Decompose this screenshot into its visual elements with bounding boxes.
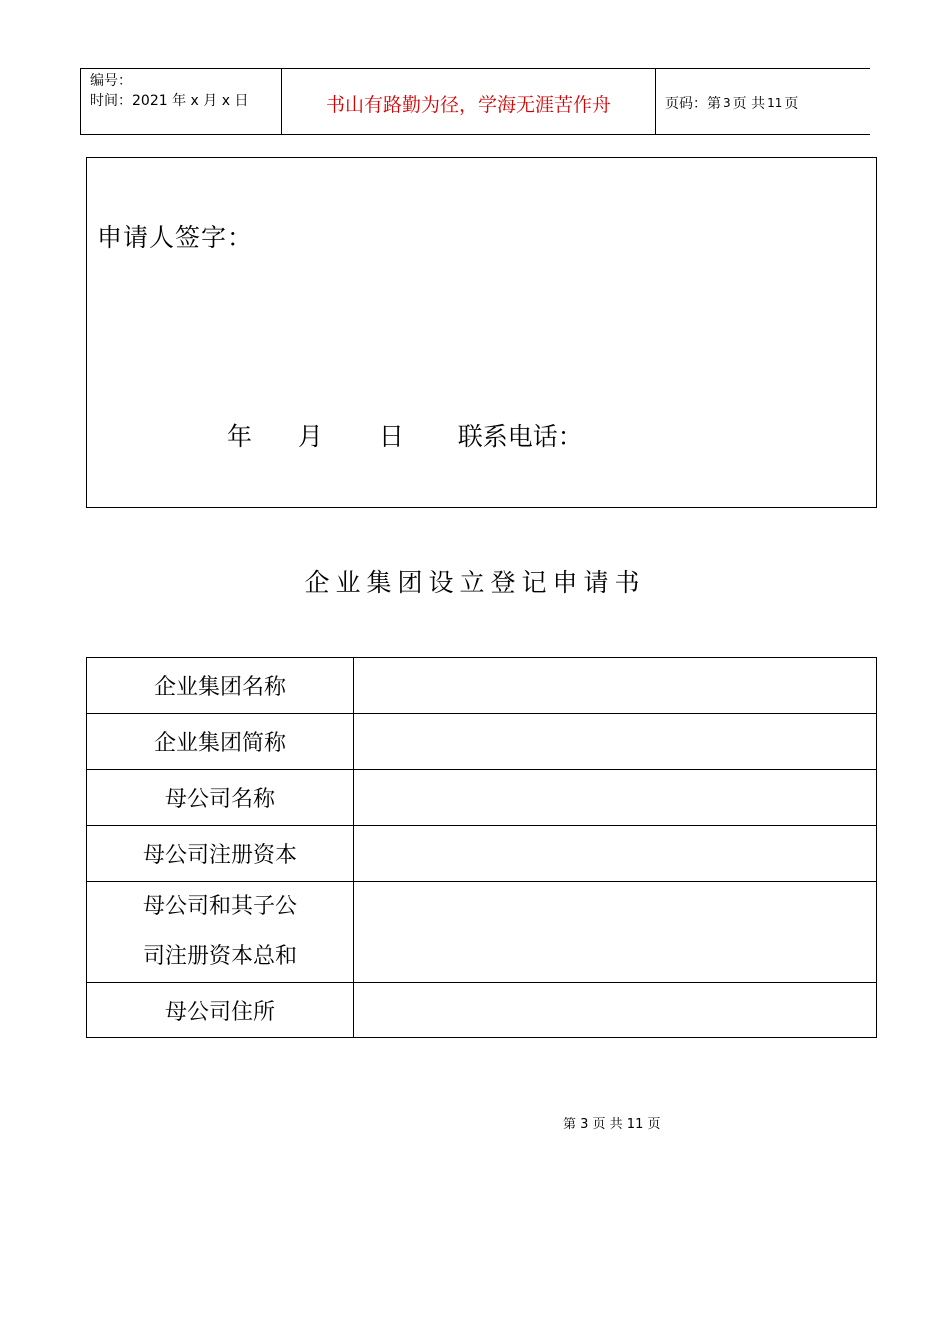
page-current: 3 <box>723 95 731 110</box>
header-page-cell <box>656 69 870 134</box>
table-row <box>87 714 877 770</box>
row-label-total-capital <box>87 882 354 983</box>
registration-form-table <box>86 657 877 1038</box>
header-motto-cell <box>282 69 656 134</box>
row-value-parent-address[interactable] <box>354 983 877 1038</box>
signature-box <box>86 157 877 508</box>
month-label: 月 <box>297 422 323 451</box>
table-row <box>87 826 877 882</box>
document-number-label: 编号： <box>90 73 132 89</box>
row-label-parent-capital: 母公司注册资本 <box>87 826 354 882</box>
document-header <box>80 68 870 135</box>
table-row <box>87 983 877 1038</box>
row-value-group-short-name[interactable] <box>354 714 877 770</box>
row-label-group-name: 企业集团名称 <box>87 658 354 714</box>
footer-page-number: 第 3 页 共 11 页 <box>563 1117 661 1132</box>
row-label-parent-name: 母公司名称 <box>87 770 354 826</box>
row-label-total-capital-line2: 司注册资本总和 <box>142 944 297 969</box>
document-title: 企业集团设立登记申请书 <box>304 568 646 597</box>
page-label-suffix: 页 <box>784 95 799 112</box>
row-label-parent-address: 母公司住所 <box>87 983 354 1038</box>
header-meta-cell <box>81 69 282 134</box>
date-phone-line <box>227 417 583 453</box>
row-value-parent-capital[interactable] <box>354 826 877 882</box>
row-label-group-short-name: 企业集团简称 <box>87 714 354 770</box>
phone-label: 联系电话： <box>457 422 583 451</box>
applicant-signature-label: 申请人签字： <box>97 223 254 252</box>
year-label: 年 <box>227 422 253 451</box>
page-total: 11 <box>767 95 783 110</box>
table-row <box>87 882 877 983</box>
row-label-total-capital-line1: 母公司和其子公 <box>142 894 297 919</box>
page-label-mid: 页 共 <box>732 95 766 112</box>
table-row <box>87 770 877 826</box>
document-time-label: 时间：2021 年 x 月 x 日 <box>90 93 249 109</box>
row-value-parent-name[interactable] <box>354 770 877 826</box>
header-motto: 书山有路勤为径，学海无涯苦作舟 <box>325 94 611 116</box>
row-value-total-capital[interactable] <box>354 882 877 983</box>
page-label-prefix: 页码：第 <box>665 95 721 112</box>
row-value-group-name[interactable] <box>354 658 877 714</box>
day-label: 日 <box>378 422 404 451</box>
table-row <box>87 658 877 714</box>
